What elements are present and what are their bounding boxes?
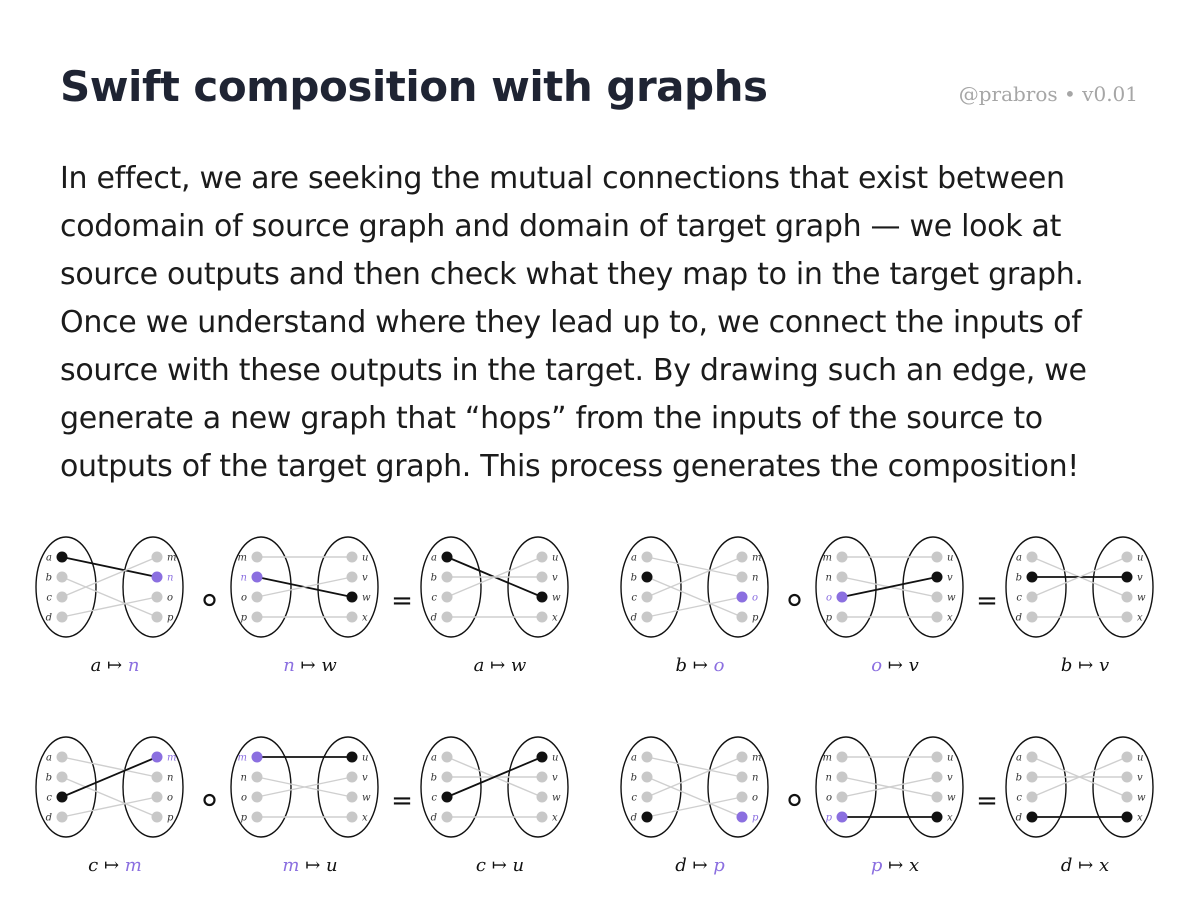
edge [62, 557, 157, 597]
node-label-m: m [752, 752, 762, 764]
caption-1 [283, 655, 337, 676]
node-d [57, 812, 68, 823]
node-x [1122, 612, 1133, 623]
node-n [737, 572, 748, 583]
node-label-v: v [552, 572, 558, 584]
node-label-o: o [240, 592, 247, 604]
caption-to: m [124, 855, 142, 876]
node-v [347, 772, 358, 783]
node-p [152, 612, 163, 623]
caption-to: v [908, 655, 919, 676]
caption-from: a [90, 655, 102, 676]
node-d [642, 612, 653, 623]
node-label-v: v [947, 572, 953, 584]
node-label-o: o [167, 592, 174, 604]
node-label-n: n [825, 772, 832, 784]
node-label-u: u [552, 752, 559, 764]
node-label-c: c [631, 592, 637, 604]
node-label-c: c [1016, 792, 1022, 804]
caption-10 [871, 855, 919, 876]
node-label-v: v [1137, 572, 1143, 584]
node-label-p: p [240, 612, 247, 624]
node-u [347, 552, 358, 563]
node-label-p: p [167, 812, 174, 824]
node-label-b: b [630, 772, 637, 784]
node-u [932, 552, 943, 563]
node-m [252, 552, 263, 563]
node-label-w: w [552, 792, 561, 804]
node-label-v: v [947, 772, 953, 784]
node-m [837, 752, 848, 763]
node-n [152, 772, 163, 783]
graph-panel-4 [816, 537, 963, 637]
node-c [57, 592, 68, 603]
caption-to: w [321, 655, 337, 676]
node-label-c: c [631, 792, 637, 804]
node-d [442, 812, 453, 823]
edge [647, 777, 742, 817]
edge [647, 597, 742, 617]
caption-to: w [510, 655, 527, 676]
caption-to: x [908, 855, 920, 876]
node-o [737, 592, 748, 603]
node-label-x: x [362, 612, 368, 624]
caption-arrow: ↦ [485, 855, 513, 876]
caption-to: u [326, 855, 338, 876]
node-b [57, 772, 68, 783]
node-b [642, 772, 653, 783]
node-m [737, 552, 748, 563]
node-u [1122, 752, 1133, 763]
node-d [57, 612, 68, 623]
node-a [1027, 552, 1038, 563]
node-label-v: v [1137, 772, 1143, 784]
node-label-u: u [1137, 752, 1144, 764]
edge [647, 557, 742, 597]
node-label-w: w [947, 592, 956, 604]
caption-from: m [282, 855, 300, 876]
node-label-b: b [1015, 572, 1022, 584]
node-w [537, 592, 548, 603]
compose-operator [790, 595, 800, 605]
graph-panel-10 [816, 737, 963, 837]
node-label-x: x [947, 612, 953, 624]
node-label-c: c [46, 792, 52, 804]
node-label-x: x [1137, 812, 1143, 824]
node-label-v: v [552, 772, 558, 784]
node-o [152, 592, 163, 603]
caption-to: p [713, 855, 725, 876]
node-b [642, 572, 653, 583]
codomain-oval [903, 737, 963, 837]
node-d [442, 612, 453, 623]
graph-panel-6 [36, 737, 183, 837]
node-label-x: x [552, 812, 558, 824]
node-label-x: x [362, 812, 368, 824]
caption-3 [676, 655, 725, 676]
node-d [642, 812, 653, 823]
node-o [737, 792, 748, 803]
caption-from: d [675, 855, 687, 876]
node-p [252, 812, 263, 823]
node-w [347, 592, 358, 603]
node-b [1027, 772, 1038, 783]
node-label-o: o [825, 792, 832, 804]
node-label-o: o [240, 792, 247, 804]
node-label-b: b [45, 772, 52, 784]
node-label-m: m [822, 552, 832, 564]
node-label-x: x [947, 812, 953, 824]
node-c [442, 592, 453, 603]
node-label-m: m [752, 552, 762, 564]
node-label-a: a [46, 552, 52, 564]
caption-to: o [713, 655, 725, 676]
edge [62, 577, 157, 617]
node-a [1027, 752, 1038, 763]
caption-7 [282, 855, 337, 876]
graph-panel-9 [621, 737, 768, 837]
caption-arrow: ↦ [687, 655, 714, 676]
caption-arrow: ↦ [299, 855, 327, 876]
node-c [642, 792, 653, 803]
caption-to: x [1098, 855, 1110, 876]
caption-to: v [1098, 655, 1110, 676]
node-label-b: b [1015, 772, 1022, 784]
node-w [932, 792, 943, 803]
node-label-u: u [362, 752, 369, 764]
caption-to: u [512, 855, 525, 876]
graph-panel-5 [1006, 537, 1153, 637]
node-v [1122, 772, 1133, 783]
caption-arrow: ↦ [484, 655, 511, 676]
node-p [252, 612, 263, 623]
edge [62, 797, 157, 817]
node-label-a: a [431, 552, 437, 564]
node-label-w: w [362, 592, 371, 604]
node-w [932, 592, 943, 603]
node-v [1122, 572, 1133, 583]
caption-2 [474, 655, 527, 676]
node-label-u: u [947, 752, 954, 764]
node-label-p: p [752, 812, 759, 824]
graph-panel-2 [421, 537, 568, 637]
node-w [537, 792, 548, 803]
caption-from: b [1060, 655, 1073, 676]
node-label-m: m [237, 552, 247, 564]
node-x [932, 612, 943, 623]
node-v [932, 572, 943, 583]
node-o [252, 792, 263, 803]
node-p [737, 612, 748, 623]
node-label-w: w [1137, 592, 1146, 604]
node-label-d: d [1015, 612, 1022, 624]
node-label-v: v [362, 572, 368, 584]
caption-8 [476, 855, 524, 876]
node-label-w: w [362, 792, 371, 804]
highlighted-edge [62, 757, 157, 797]
node-label-x: x [1137, 612, 1143, 624]
node-label-a: a [46, 752, 52, 764]
node-label-d: d [630, 812, 637, 824]
node-c [57, 792, 68, 803]
edge [647, 797, 742, 817]
node-label-d: d [430, 612, 437, 624]
node-label-m: m [822, 752, 832, 764]
node-a [442, 552, 453, 563]
node-w [1122, 792, 1133, 803]
caption-to: n [127, 655, 140, 676]
node-label-p: p [240, 812, 247, 824]
compose-operator [205, 795, 215, 805]
node-a [642, 552, 653, 563]
body-paragraph: In effect, we are seeking the mutual connections that exist between codomain of source graph and domain of target graph — we look at source outputs and then check what they map to in the target graph. Once we understand where they lead up to, we connect the inputs of source with these outputs in the target. By drawing such an edge, we generate a new graph that “hops” from the inputs of the source to outputs of the target graph. This process generates the composition! [60, 161, 1087, 484]
caption-arrow: ↦ [294, 655, 322, 676]
caption-from: d [1060, 855, 1073, 876]
equals-operator: = [976, 786, 998, 816]
node-label-p: p [825, 612, 832, 624]
node-b [442, 572, 453, 583]
node-p [152, 812, 163, 823]
caption-from: c [88, 855, 99, 876]
graph-panel-0 [36, 537, 183, 637]
node-n [837, 572, 848, 583]
caption-arrow: ↦ [1072, 655, 1099, 676]
node-x [1122, 812, 1133, 823]
node-label-w: w [1137, 792, 1146, 804]
node-label-x: x [552, 612, 558, 624]
caption-from: a [473, 655, 485, 676]
node-u [347, 752, 358, 763]
caption-arrow: ↦ [101, 655, 128, 676]
caption-5 [1061, 655, 1109, 676]
node-x [347, 812, 358, 823]
node-u [932, 752, 943, 763]
node-a [57, 552, 68, 563]
node-label-u: u [362, 552, 369, 564]
edge [647, 557, 742, 577]
slide-title: Swift composition with graphs [60, 62, 768, 111]
node-label-u: u [947, 552, 954, 564]
node-label-n: n [240, 572, 247, 584]
node-label-n: n [752, 572, 759, 584]
node-label-u: u [552, 552, 559, 564]
caption-from: n [283, 655, 295, 676]
node-w [1122, 592, 1133, 603]
node-label-w: w [552, 592, 561, 604]
caption-0 [91, 655, 140, 676]
edge [647, 757, 742, 797]
node-n [837, 772, 848, 783]
edge [62, 777, 157, 817]
caption-from: p [870, 855, 883, 876]
highlighted-edge [62, 557, 157, 577]
node-label-n: n [167, 772, 174, 784]
caption-6 [88, 855, 142, 876]
compose-operator [790, 795, 800, 805]
caption-arrow: ↦ [882, 655, 909, 676]
node-label-a: a [431, 752, 437, 764]
node-c [642, 592, 653, 603]
node-label-o: o [752, 792, 759, 804]
node-label-c: c [431, 592, 437, 604]
node-o [252, 592, 263, 603]
equals-operator: = [976, 586, 998, 616]
node-label-c: c [46, 592, 52, 604]
node-p [737, 812, 748, 823]
node-label-a: a [631, 752, 637, 764]
caption-9 [675, 855, 725, 876]
node-label-o: o [752, 592, 759, 604]
node-label-m: m [167, 752, 177, 764]
codomain-oval [903, 537, 963, 637]
node-label-a: a [1016, 552, 1022, 564]
node-label-n: n [167, 572, 174, 584]
node-x [932, 812, 943, 823]
graph-panel-1 [231, 537, 378, 637]
codomain-oval [318, 537, 378, 637]
node-label-b: b [430, 772, 437, 784]
node-b [442, 772, 453, 783]
node-label-u: u [1137, 552, 1144, 564]
graph-panel-8 [421, 737, 568, 837]
edge [62, 597, 157, 617]
node-label-d: d [630, 612, 637, 624]
author-version-label: @prabros • v0.01 [958, 82, 1138, 106]
node-n [152, 572, 163, 583]
node-o [837, 592, 848, 603]
node-label-p: p [825, 812, 832, 824]
node-label-c: c [431, 792, 437, 804]
caption-from: c [475, 855, 486, 876]
node-v [537, 572, 548, 583]
node-v [347, 572, 358, 583]
node-d [1027, 812, 1038, 823]
node-c [1027, 592, 1038, 603]
edge [647, 577, 742, 617]
node-label-p: p [752, 612, 759, 624]
node-a [57, 752, 68, 763]
node-x [537, 612, 548, 623]
node-label-p: p [167, 612, 174, 624]
caption-arrow: ↦ [1072, 855, 1099, 876]
node-label-o: o [167, 792, 174, 804]
graph-panel-3 [621, 537, 768, 637]
node-label-b: b [45, 572, 52, 584]
node-p [837, 812, 848, 823]
caption-4 [871, 655, 919, 676]
compose-operator [205, 595, 215, 605]
node-label-m: m [237, 752, 247, 764]
node-c [442, 792, 453, 803]
node-p [837, 612, 848, 623]
edge [62, 757, 157, 777]
node-u [537, 752, 548, 763]
composition-diagram [0, 520, 1200, 880]
node-label-m: m [167, 552, 177, 564]
node-label-n: n [240, 772, 247, 784]
codomain-oval [318, 737, 378, 837]
node-m [252, 752, 263, 763]
node-d [1027, 612, 1038, 623]
node-v [537, 772, 548, 783]
node-label-a: a [631, 552, 637, 564]
node-label-c: c [1016, 592, 1022, 604]
node-m [152, 752, 163, 763]
node-label-d: d [45, 612, 52, 624]
node-label-d: d [430, 812, 437, 824]
node-label-a: a [1016, 752, 1022, 764]
graph-panel-7 [231, 737, 378, 837]
node-m [837, 552, 848, 563]
caption-from: o [871, 655, 883, 676]
node-label-b: b [630, 572, 637, 584]
node-n [737, 772, 748, 783]
graph-panel-11 [1006, 737, 1153, 837]
node-x [537, 812, 548, 823]
node-b [57, 572, 68, 583]
node-o [837, 792, 848, 803]
equals-operator: = [391, 586, 413, 616]
node-label-w: w [947, 792, 956, 804]
caption-arrow: ↦ [882, 855, 909, 876]
caption-arrow: ↦ [686, 855, 714, 876]
node-label-n: n [752, 772, 759, 784]
node-label-v: v [362, 772, 368, 784]
equals-operator: = [391, 786, 413, 816]
node-u [1122, 552, 1133, 563]
node-m [152, 552, 163, 563]
node-m [737, 752, 748, 763]
node-n [252, 772, 263, 783]
node-label-b: b [430, 572, 437, 584]
node-a [642, 752, 653, 763]
node-u [537, 552, 548, 563]
node-w [347, 792, 358, 803]
node-c [1027, 792, 1038, 803]
node-b [1027, 572, 1038, 583]
node-label-n: n [825, 572, 832, 584]
node-label-d: d [1015, 812, 1022, 824]
caption-from: b [675, 655, 688, 676]
node-n [252, 572, 263, 583]
node-o [152, 792, 163, 803]
caption-arrow: ↦ [98, 855, 125, 876]
caption-11 [1061, 855, 1109, 876]
node-a [442, 752, 453, 763]
node-v [932, 772, 943, 783]
edge [647, 757, 742, 777]
node-label-o: o [825, 592, 832, 604]
node-label-d: d [45, 812, 52, 824]
node-x [347, 612, 358, 623]
